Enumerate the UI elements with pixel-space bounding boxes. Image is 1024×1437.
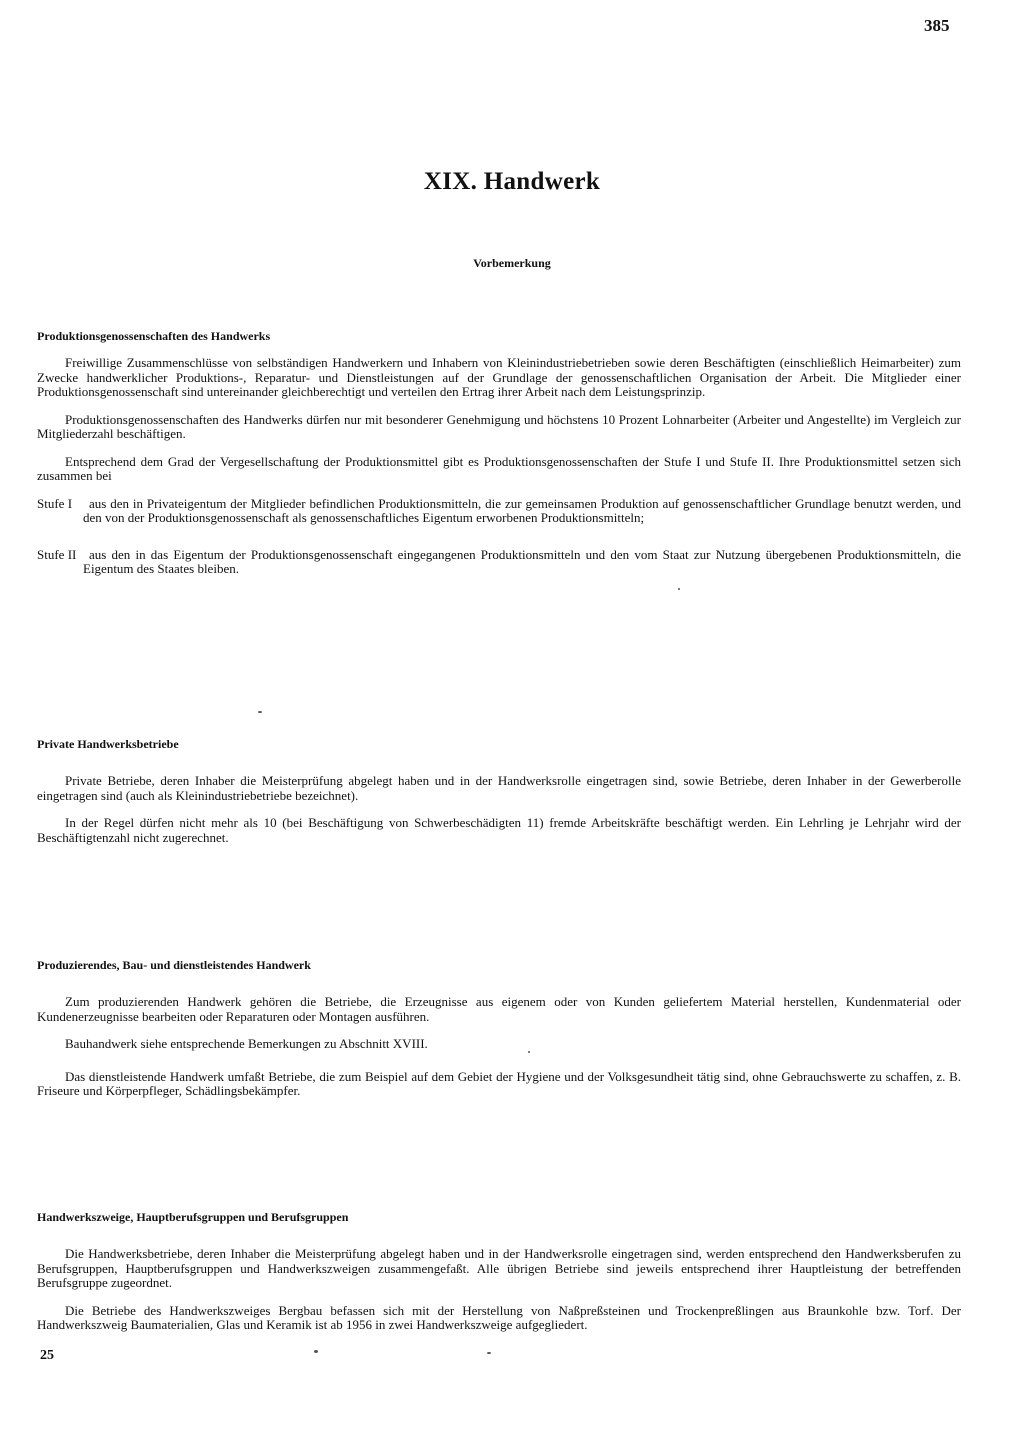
section-heading: Private Handwerksbetriebe — [37, 737, 179, 751]
stage-text: aus den in das Eigentum der Produktionsgenossenschaft eingegangenen Produktionsmitteln und den vom Staat zur Nutzung übergebenen Produktionsmitteln, die Eigentum des Staates bleiben. — [83, 546, 961, 576]
paragraph: Die Handwerksbetriebe, deren Inhaber die Meisterprüfung abgelegt haben und in der Handwerksrolle eingetragen sind, werden entsprechend den Handwerksberufen zu Berufsgruppen, Hauptberufsgruppen und Handwerkszweigen zusammengefaßt. Alle übrigen Betriebe sind jeweils entsprechend ihrer Hauptleistung der betreffenden Berufsgruppe zugeordnet. — [37, 1246, 961, 1290]
stage-item — [37, 497, 961, 526]
section-heading: Produzierendes, Bau- und dienstleistendes Handwerk — [37, 958, 311, 972]
paragraph: Bauhandwerk siehe entsprechende Bemerkungen zu Abschnitt XVIII. — [65, 1036, 428, 1051]
section-heading: Produktionsgenossenschaften des Handwerks — [37, 329, 271, 343]
scan-speck — [314, 1350, 318, 1353]
paragraph: Produktionsgenossenschaften des Handwerks dürfen nur mit besonderer Genehmigung und höchstens 10 Prozent Lohnarbeiter (Arbeiter und Angestellte) im Vergleich zur Mitgliederzahl beschäftigen. — [37, 411, 961, 441]
stage-label: Stufe II — [37, 546, 77, 562]
paragraph: In der Regel dürfen nicht mehr als 10 (bei Beschäftigung von Schwerbeschädigten 11) fremde Arbeitskräfte beschäftigt werden. Ein Lehrling je Lehrjahr wird der Beschäftigtenzahl nicht zugerechnet. — [37, 815, 961, 845]
section-produktionsgenossenschaften — [37, 329, 961, 588]
stage-label: Stufe I — [37, 495, 73, 511]
section-handwerkszweige — [37, 1210, 961, 1346]
scan-speck — [528, 1051, 530, 1053]
scan-speck — [258, 711, 262, 713]
footer-signature-number: 25 — [40, 1348, 54, 1363]
paragraph: Entsprechend dem Grad der Vergesellschaftung der Produktionsmittel gibt es Produktionsgenossenschaften der Stufe I und Stufe II. Ihre Produktionsmittel setzen sich zusammen bei — [37, 453, 961, 483]
paragraph: Das dienstleistende Handwerk umfaßt Betriebe, die zum Beispiel auf dem Gebiet der Hygiene und der Volksgesundheit tätig sind, ohne Gebrauchswerte zu schaffen, z. B. Friseure und Körperpfleger, Schädlingsbekämpfer. — [37, 1068, 961, 1098]
section-produzierendes-handwerk — [37, 958, 961, 1112]
subtitle-vorbemerkung: Vorbemerkung — [473, 256, 551, 270]
scan-speck — [678, 588, 680, 590]
chapter-title: XIX. Handwerk — [423, 168, 601, 195]
paragraph: Private Betriebe, deren Inhaber die Meisterprüfung abgelegt haben und in der Handwerksrolle eingetragen sind, sowie Betriebe, deren Inhaber in der Gewerberolle eingetragen sind (auch als Kleinindustriebetriebe bezeichnet). — [37, 773, 961, 803]
paragraph: Die Betriebe des Handwerkszweiges Bergbau befassen sich mit der Herstellung von Naßpreßsteinen und Trockenpreßlingen aus Braunkohle bzw. Torf. Der Handwerkszweig Baumaterialien, Glas und Keramik ist ab 1956 in zwei Handwerkszweige aufgegliedert. — [37, 1302, 961, 1332]
paragraph: Zum produzierenden Handwerk gehören die Betriebe, die Erzeugnisse aus eigenem oder von Kunden geliefertem Material herstellen, Kundenmaterial oder Kundenerzeugnisse bearbeiten oder Reparaturen oder Montagen ausführen. — [37, 994, 961, 1024]
scan-speck — [487, 1352, 491, 1354]
section-private-handwerksbetriebe — [37, 737, 961, 858]
section-heading: Handwerkszweige, Hauptberufsgruppen und Berufsgruppen — [37, 1210, 349, 1224]
stage-text: aus den in Privateigentum der Mitglieder befindlichen Produktionsmitteln, die zur gemeinsamen Produktion auf genossenschaftlicher Grundlage benutzt werden, und den von der Produktionsgenossenschaft als genossenschaftliches Eigentum erworbenen Produktionsmitteln; — [83, 495, 961, 525]
page-number: 385 — [924, 16, 950, 35]
paragraph: Freiwillige Zusammenschlüsse von selbständigen Handwerkern und Inhabern von Kleinindustriebetrieben sowie deren Beschäftigten (einschließlich Heimarbeiter) zum Zwecke handwerklicher Produktions-, Reparatur- und Dienstleistungen auf der Grundlage der genossenschaftlichen Organisation der Arbeit. Die Mitglieder einer Produktionsgenossenschaft sind untereinander gleichberechtigt und verteilen den Ertrag ihrer Arbeit nach dem Leistungsprinzip. — [37, 355, 961, 399]
stage-item — [37, 548, 961, 577]
